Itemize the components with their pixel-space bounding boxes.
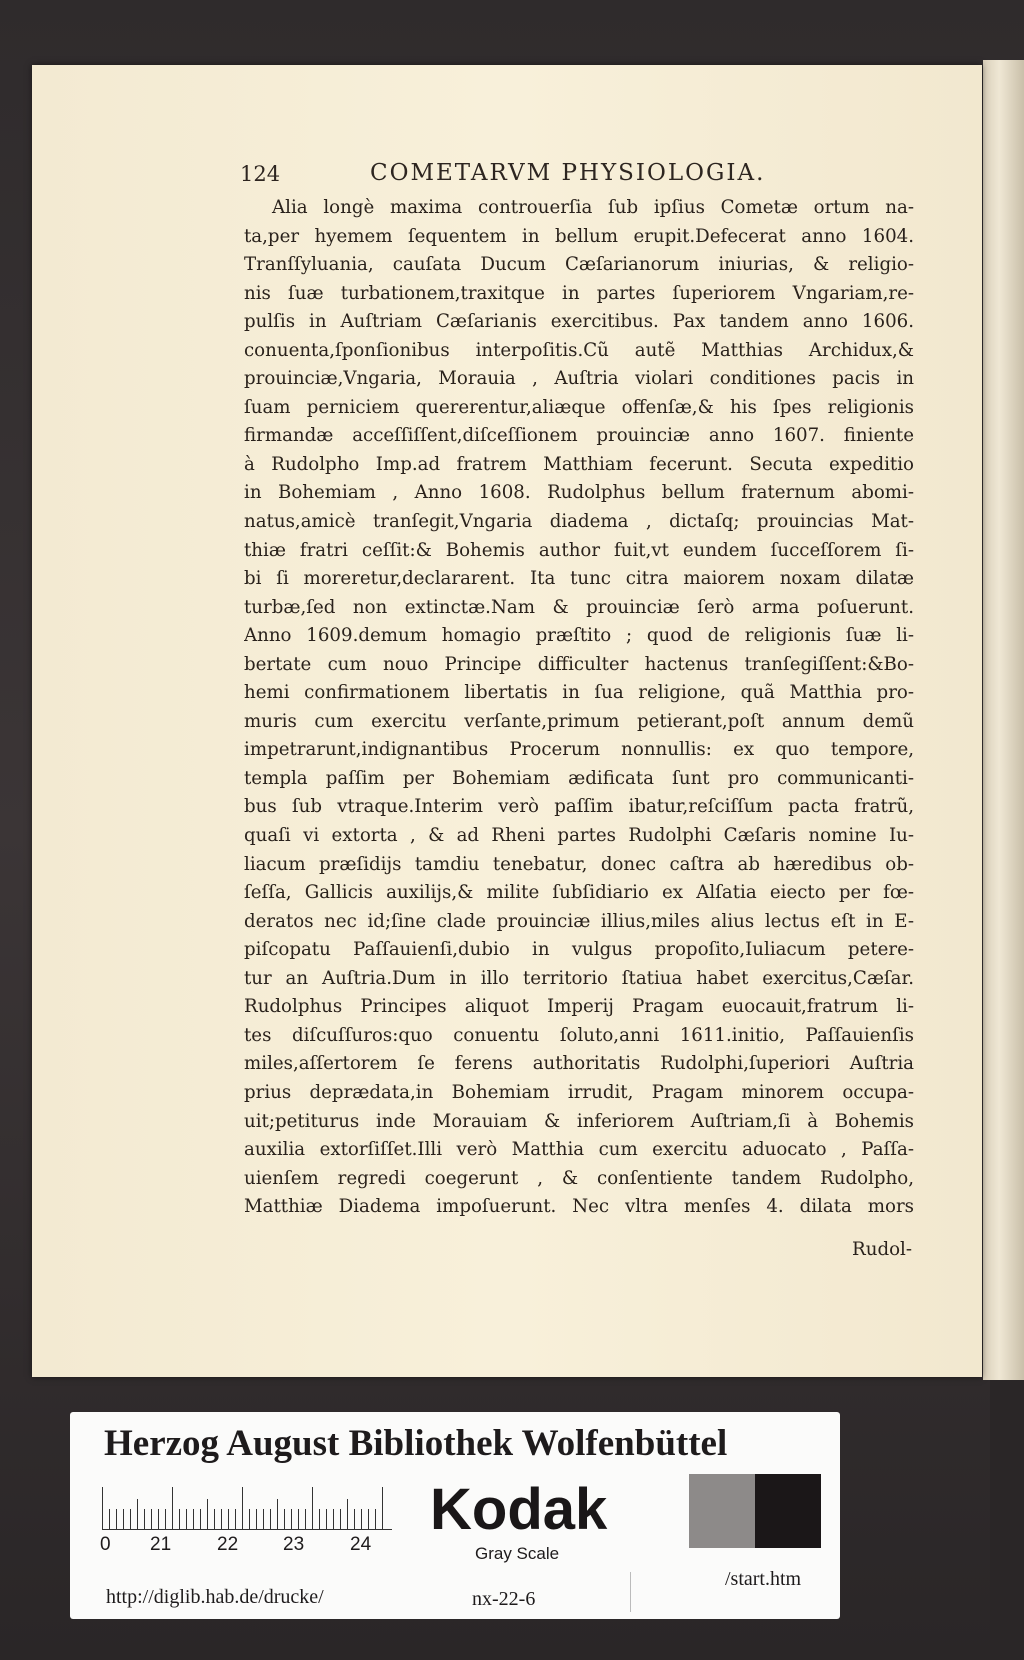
- gray-patch-black: [755, 1474, 821, 1548]
- ruler-label-23: 23: [283, 1534, 305, 1555]
- text-line: firmandæ acceſſiſſent,diſceſſionem prouinciæ anno 1607. finiente: [244, 425, 914, 447]
- ruler-tick: [333, 1509, 334, 1529]
- ruler-tick: [368, 1509, 369, 1529]
- start-url: /start.htm: [725, 1568, 802, 1590]
- text-line: Matthiæ Diadema impoſuerunt. Nec vltra menſes 4. dilata mors: [244, 1196, 914, 1218]
- gray-patch-white: [623, 1474, 689, 1548]
- ruler-tick: [312, 1487, 313, 1529]
- text-line: prius deprædata,in Bohemiam irrudit, Pragam minorem occupa-: [244, 1081, 914, 1103]
- ruler-tick: [270, 1509, 271, 1529]
- text-line: uienſem regredi coegerunt , & conſentiente tandem Rudolpho,: [244, 1167, 914, 1189]
- ruler-tick: [165, 1509, 166, 1529]
- ruler-label-21: 21: [150, 1534, 172, 1555]
- text-line: quaſi vi extorta , & ad Rheni partes Rudolphi Cæſaris nomine Iu-: [244, 825, 914, 847]
- body-text: [244, 194, 914, 1222]
- text-line: Rudolphus Principes aliquot Imperij Pragam euocauit,fratrum li-: [244, 996, 914, 1018]
- ruler-tick: [284, 1509, 285, 1529]
- text-line: ta,per hyemem ſequentem in bellum erupit.Defecerat anno 1604.: [244, 225, 914, 247]
- text-line: nis ſuæ turbationem,traxitque in partes ſuperiorem Vngariam,re-: [244, 282, 914, 304]
- ruler-tick: [361, 1509, 362, 1529]
- ruler-tick: [186, 1509, 187, 1529]
- text-line: bi ſi moreretur,declararent. Ita tunc citra maiorem noxam dilatæ: [244, 568, 914, 590]
- text-line: à Rudolpho Imp.ad fratrem Matthiam fecerunt. Secuta expeditio: [244, 453, 914, 475]
- ruler-tick: [382, 1487, 383, 1529]
- ruler-tick: [291, 1509, 292, 1529]
- ruler-tick: [137, 1499, 138, 1529]
- ruler-tick: [249, 1509, 250, 1529]
- text-line: Alia longè maxima controuerſia ſub ipſius Cometæ ortum na-: [272, 197, 914, 218]
- kodak-logo: Kodak: [430, 1477, 608, 1542]
- digilib-url: http://diglib.hab.de/drucke/: [106, 1586, 324, 1608]
- ruler-label-0: 0: [100, 1534, 111, 1555]
- ruler-tick: [340, 1509, 341, 1529]
- text-line: turbæ,ſed non extinctæ.Nam & prouinciæ ſerò arma poſuerunt.: [244, 596, 914, 618]
- ruler-tick: [172, 1487, 173, 1529]
- text-line: bus ſub vtraque.Interim verò paſſim ibatur,reſciſſum pacta fratrũ,: [244, 796, 914, 818]
- gray-patch-mid: [689, 1474, 755, 1548]
- ruler-label-22: 22: [217, 1534, 239, 1555]
- text-line: thiæ fratri ceſſit:& Bohemis author fuit,vt eundem ſucceſſorem ſi-: [244, 539, 914, 561]
- ruler-tick: [102, 1487, 103, 1529]
- ruler-tick: [326, 1509, 327, 1529]
- ruler-tick: [158, 1509, 159, 1529]
- ruler-tick: [347, 1499, 348, 1529]
- ruler-tick: [123, 1509, 124, 1529]
- next-page-edge: [983, 60, 1024, 1380]
- text-line: deratos nec id;ſine clade prouinciæ illius,miles alius lectus eſt in E-: [244, 910, 914, 932]
- catchword: Rudol-: [852, 1239, 912, 1260]
- ruler-tick: [193, 1509, 194, 1529]
- text-line: impetrarunt,indignantibus Procerum nonnullis: ex quo tempore,: [244, 739, 914, 761]
- ruler-tick: [200, 1509, 201, 1529]
- ruler-tick: [109, 1509, 110, 1529]
- text-line: ſeſſa, Gallicis auxilijs,& milite ſubſidiario ex Alſatia eiecto per fœ-: [244, 882, 914, 904]
- text-line: piſcopatu Paſſauienſi,dubio in vulgus propoſito,Iuliacum petere-: [244, 939, 914, 961]
- text-line: pulſis in Auſtriam Cæſarianis exercitibus. Pax tandem anno 1606.: [244, 311, 914, 333]
- scale-ruler: [102, 1487, 392, 1530]
- ruler-tick: [130, 1509, 131, 1529]
- running-title: COMETARVM PHYSIOLOGIA.: [370, 160, 766, 186]
- ruler-tick: [256, 1509, 257, 1529]
- ruler-tick: [144, 1509, 145, 1529]
- library-name: Herzog August Bibliothek Wolfenbüttel: [104, 1423, 728, 1464]
- ruler-label-24: 24: [350, 1534, 372, 1555]
- text-line: natus,amicè tranſegit,Vngaria diadema , dictaſq; prouincias Mat-: [244, 511, 914, 533]
- book-edge-shadow: [990, 1380, 1024, 1660]
- text-line: tur an Auſtria.Dum in illo territorio ſtatiua habet exercitus,Cæſar.: [244, 967, 914, 989]
- text-line: muris cum exercitu verſante,primum petierant,poſt annum demũ: [244, 710, 914, 732]
- text-line: in Bohemiam , Anno 1608. Rudolphus bellum fraternum abomi-: [244, 482, 914, 504]
- ruler-tick: [354, 1509, 355, 1529]
- shelfmark: nx-22-6: [472, 1588, 536, 1610]
- text-line: auxilia extorſiſſet.Illi verò Matthia cum exercitu aduocato , Paſſa-: [244, 1139, 914, 1161]
- ruler-tick: [242, 1487, 243, 1529]
- ruler-tick: [207, 1499, 208, 1529]
- grayscale-label: Gray Scale: [475, 1544, 560, 1563]
- text-line: bertate cum nouo Principe difficulter hactenus tranſegiſſent:&Bo-: [244, 653, 914, 675]
- text-line: templa paſſim per Bohemiam ædificata ſunt pro communicanti-: [244, 767, 914, 789]
- ruler-tick: [263, 1509, 264, 1529]
- text-line: conuenta,ſponſionibus interpoſitis.Cũ autẽ Matthias Archidux,&: [244, 339, 914, 361]
- ruler-tick: [228, 1509, 229, 1529]
- color-target-card: [70, 1412, 840, 1619]
- text-line: prouinciæ,Vngaria, Morauia , Auſtria violari conditiones pacis in: [244, 368, 914, 390]
- ruler-tick: [179, 1509, 180, 1529]
- ruler-tick: [298, 1509, 299, 1529]
- ruler-tick: [151, 1509, 152, 1529]
- text-line: liacum præſidijs tamdiu tenebatur, donec caſtra ab hæredibus ob-: [244, 853, 914, 875]
- text-line: miles,aſſertorem ſe ferens authoritatis Rudolphi,ſuperiori Auſtria: [244, 1053, 914, 1075]
- ruler-tick: [214, 1509, 215, 1529]
- page-number: 124: [240, 162, 281, 186]
- ruler-tick: [116, 1509, 117, 1529]
- ruler-tick: [319, 1509, 320, 1529]
- ruler-tick: [375, 1509, 376, 1529]
- page-header: [240, 160, 840, 190]
- ruler-tick: [221, 1509, 222, 1529]
- text-line: Tranſſyluania, cauſata Ducum Cæſarianorum iniurias, & religio-: [244, 254, 914, 276]
- ruler-tick: [277, 1499, 278, 1529]
- text-line: hemi confirmationem libertatis in ſua religione, quã Matthia pro-: [244, 682, 914, 704]
- text-line: ſuam perniciem quererentur,aliæque offenſæ,& his ſpes religionis: [244, 396, 914, 418]
- text-line: uit;petiturus inde Morauiam & inferiorem Auſtriam,ſi à Bohemis: [244, 1110, 914, 1132]
- text-line: tes diſcuſſuros:quo conuentu ſoluto,anni 1611.initio, Paſſauienſis: [244, 1024, 914, 1046]
- divider: [630, 1572, 631, 1612]
- ruler-tick: [235, 1509, 236, 1529]
- text-line: Anno 1609.demum homagio præſtito ; quod de religionis ſuæ li-: [244, 625, 914, 647]
- ruler-tick: [305, 1509, 306, 1529]
